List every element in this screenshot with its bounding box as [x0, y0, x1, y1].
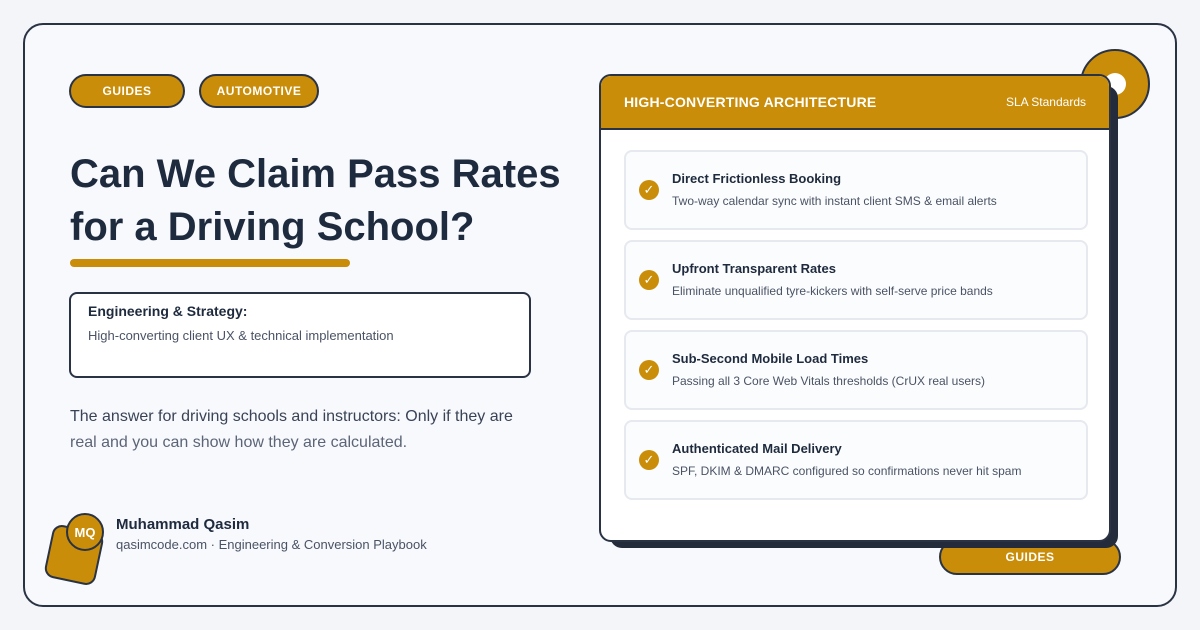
strategy-heading: Engineering & Strategy: — [88, 303, 248, 319]
item-heading: Upfront Transparent Rates — [672, 261, 836, 276]
check-circle-icon: ✓ — [639, 270, 659, 290]
list-item — [624, 240, 1088, 320]
list-item — [624, 150, 1088, 230]
item-text: Passing all 3 Core Web Vitals thresholds (CrUX real users) — [672, 374, 986, 388]
card-subtitle: SLA Standards — [1005, 95, 1086, 109]
check-circle-icon: ✓ — [639, 450, 659, 470]
card-header — [601, 76, 1109, 130]
answer-line-2: real and you can show how they are calculated. — [70, 434, 408, 451]
page-title — [70, 148, 590, 254]
strategy-box — [69, 292, 531, 378]
strategy-text: High-converting client UX & technical implementation — [88, 328, 394, 343]
answer-text — [70, 404, 550, 456]
tag-guides[interactable]: GUIDES — [69, 74, 185, 108]
architecture-card — [599, 74, 1111, 542]
tag-automotive[interactable]: AUTOMOTIVE — [199, 74, 319, 108]
author-subtitle: qasimcode.com · Engineering & Conversion Playbook — [116, 537, 427, 552]
item-text: SPF, DKIM & DMARC configured so confirmations never hit spam — [672, 464, 1022, 478]
item-text: Eliminate unqualified tyre-kickers with self-serve price bands — [672, 284, 993, 298]
title-underline — [70, 259, 350, 267]
avatar: MQ — [66, 513, 104, 551]
item-heading: Direct Frictionless Booking — [672, 171, 842, 186]
answer-line-1: The answer for driving schools and instructors: Only if they are — [70, 408, 513, 425]
item-heading: Authenticated Mail Delivery — [672, 441, 842, 456]
author-name: Muhammad Qasim — [116, 516, 250, 533]
title-line-2: for a Driving School? — [70, 205, 475, 249]
list-item — [624, 330, 1088, 410]
card-title: HIGH-CONVERTING ARCHITECTURE — [624, 94, 877, 110]
footer-tag-guides[interactable]: GUIDES — [939, 539, 1121, 575]
item-text: Two-way calendar sync with instant client SMS & email alerts — [672, 194, 997, 208]
check-circle-icon: ✓ — [639, 180, 659, 200]
list-item — [624, 420, 1088, 500]
title-line-1: Can We Claim Pass Rates — [70, 152, 561, 196]
check-circle-icon: ✓ — [639, 360, 659, 380]
item-heading: Sub-Second Mobile Load Times — [672, 351, 869, 366]
